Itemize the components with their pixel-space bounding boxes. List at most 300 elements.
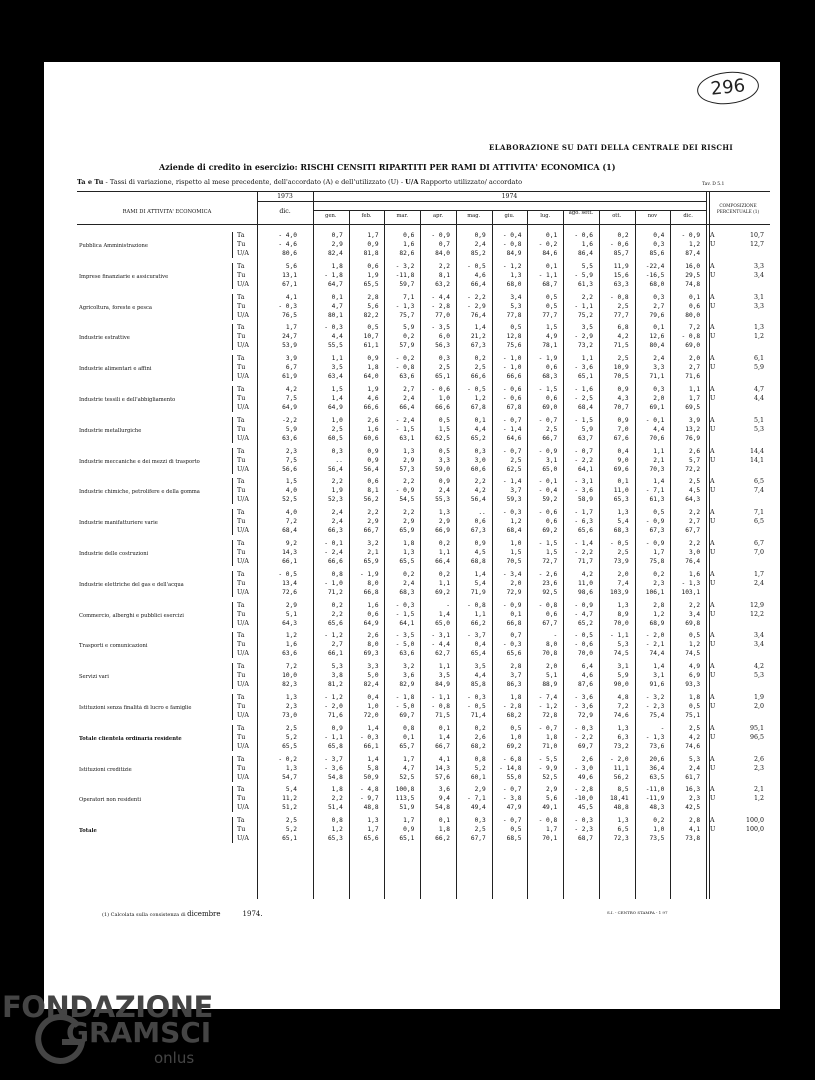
table-cell: 68,3 (613, 527, 629, 535)
table-cell: 0,1 (617, 478, 629, 486)
row-label: Tu (237, 610, 246, 618)
table-cell: 63,6 (399, 373, 415, 381)
table-cell: 4,8 (617, 694, 629, 701)
table-cell: 0,6 (403, 232, 415, 239)
table-cell: - 3,4 (502, 570, 522, 578)
table-cell: 1,3 (510, 271, 522, 279)
table-cell: 69,2 (542, 527, 558, 535)
table-cell: 0,2 (653, 570, 665, 578)
table-cell: 75,2 (578, 311, 593, 319)
table-cell: - 1,2 (324, 632, 343, 640)
table-cell: 3,7 (510, 672, 522, 680)
table-cell: - 1,2 (538, 703, 558, 710)
header-month-9: ott. (612, 213, 622, 219)
table-cell: 7,4 (617, 579, 629, 587)
table-cell: 4,0 (285, 509, 297, 517)
row-label: U/A (237, 434, 249, 442)
table-cell: 1,3 (285, 694, 297, 701)
table-cell: 65,5 (363, 280, 379, 288)
table-cell: - (446, 601, 451, 609)
table-cell: - 0,3 (359, 733, 379, 741)
table-cell: 66,6 (470, 373, 486, 381)
table-cell: - 0,1 (645, 416, 665, 424)
table-cell: 67,3 (470, 527, 486, 535)
table-cell: - 0,6 (431, 386, 451, 393)
table-cell: 12,6 (649, 333, 665, 341)
table-cell: 48,3 (649, 804, 665, 812)
logo-line-1: FONDAZIONE (2, 990, 213, 1024)
table-cell: 0,8 (331, 817, 343, 825)
table-cell: 1,8 (331, 262, 343, 270)
table-cell: 9,4 (438, 795, 451, 803)
table-cell: - 0,1 (324, 540, 343, 547)
table-cell: 4,2 (617, 333, 629, 341)
table-cell: 1,8 (546, 733, 558, 741)
table-cell: 0,2 (438, 540, 451, 547)
table-cell: 1,9 (367, 386, 379, 393)
table-cell: 67,8 (506, 404, 522, 411)
table-cell: 0,8 (331, 570, 343, 578)
sector-name: Pubblica Amministrazione (79, 243, 148, 249)
table-cell: - 1,1 (324, 733, 343, 741)
table-cell: 98,6 (578, 588, 593, 596)
table-cell: 1,6 (367, 425, 379, 433)
table-cell: 16,0 (685, 262, 701, 270)
table-cell: 0,1 (510, 610, 522, 618)
table-cell: -11,9 (645, 795, 665, 803)
table-cell: 8,5 (617, 786, 629, 794)
table-cell: 3,1 (617, 663, 629, 671)
table-cell: 4,4 (474, 672, 486, 680)
composition-label: A (710, 601, 715, 609)
table-cell: 2,0 (617, 570, 629, 578)
table-cell: 11,2 (282, 795, 297, 803)
table-cell: - 0,8 (538, 601, 558, 609)
table-cell: - 0,7 (538, 416, 558, 424)
table-cell: - 0,4 (538, 487, 558, 495)
table-cell: 74,5 (685, 650, 701, 658)
table-cell: 63,3 (613, 280, 629, 288)
table-cell: - 2,3 (574, 826, 593, 834)
header-month-10: nov (647, 213, 658, 219)
table-cell: - 4,0 (278, 232, 297, 239)
table-cell: - 6,8 (502, 755, 522, 763)
table-cell: - 3,1 (431, 632, 451, 640)
table-cell: 6,0 (438, 333, 451, 341)
table-cell: 1,4 (367, 755, 379, 763)
table-cell: - 1,2 (324, 694, 343, 701)
table-cell: - 3,5 (431, 324, 451, 332)
table-cell: 63,2 (435, 280, 451, 288)
table-cell: 4,6 (581, 672, 593, 680)
logo-line-3: onlus (154, 1049, 195, 1067)
table-cell: 5,4 (474, 579, 486, 587)
table-cell: 88,9 (542, 681, 558, 689)
table-cell: 1,2 (688, 641, 701, 649)
table-cell: 53,9 (282, 342, 297, 350)
table-cell: 3,6 (438, 786, 451, 794)
table-cell: 68,0 (506, 280, 522, 288)
composition-label: U (710, 333, 716, 341)
table-cell: 1,0 (331, 416, 343, 424)
table-cell: 62,5 (506, 465, 522, 473)
table-cell: 2,3 (285, 703, 297, 710)
table-cell: - 14,8 (499, 764, 522, 772)
table-cell: 56,3 (435, 342, 451, 350)
table-cell: - 0,9 (502, 601, 522, 609)
table-cell: 63,1 (399, 434, 415, 442)
row-label: Tu (237, 395, 246, 402)
table-cell: 2,3 (688, 795, 701, 803)
table-cell: - 1,8 (324, 271, 343, 279)
composition-value: 2,3 (753, 764, 764, 772)
table-cell: 67,8 (470, 404, 486, 411)
table-cell: 72,9 (578, 712, 593, 719)
table-cell: 5,7 (688, 456, 701, 464)
composition-label: U (710, 795, 716, 803)
table-cell: 2,7 (653, 302, 665, 310)
table-cell: 85,7 (613, 250, 629, 257)
table-cell: 4,7 (403, 764, 415, 772)
table-cell: 0,2 (474, 724, 486, 732)
table-cell: 72,0 (363, 712, 379, 719)
table-cell: 71,4 (470, 712, 486, 719)
subtitle-code: Ta e Tu (77, 178, 104, 186)
composition-value: 2,6 (753, 755, 764, 763)
table-row-group (77, 447, 770, 475)
table-cell: 47,9 (506, 804, 522, 812)
table-cell: 1,0 (438, 395, 451, 402)
composition-label: U (710, 302, 716, 310)
table-cell: - 0,1 (538, 478, 558, 486)
table-cell: - (553, 632, 558, 640)
table-cell: 0,9 (617, 416, 629, 424)
sector-name: Industrie manifatturiere varie (79, 520, 158, 527)
table-cell: 5,9 (285, 425, 297, 433)
table-cell: - 1,0 (324, 579, 343, 587)
sector-name: Industrie alimentari e affini (79, 366, 152, 373)
table-cell: 2,4 (653, 355, 665, 363)
table-cell: 6,5 (617, 826, 629, 834)
table-cell: 2,3 (653, 579, 665, 587)
table-cell: 1,9 (331, 487, 343, 495)
table-cell: 1,7 (285, 324, 297, 332)
table-cell: 77,7 (613, 311, 629, 319)
sector-name: Imprese finanziarie e assicurative (79, 273, 169, 280)
table-cell: 1,7 (653, 549, 665, 556)
header-month-6: giu. (504, 213, 515, 219)
table-cell: - 0,5 (574, 632, 593, 640)
sector-name: Trasporti e comunicazioni (79, 643, 148, 650)
table-cell: 67,7 (542, 619, 558, 627)
composition-label: A (710, 755, 715, 763)
table-cell: 3,3 (438, 456, 451, 464)
table-cell: 1,5 (546, 324, 558, 332)
table-row-group (77, 785, 770, 813)
row-label: Ta (237, 755, 245, 763)
table-cell: 62,7 (435, 650, 451, 658)
table-cell: 2,2 (331, 795, 343, 803)
row-label: U/A (237, 496, 249, 504)
composition-label: U (710, 271, 716, 279)
table-cell: 80,0 (685, 311, 701, 319)
table-cell: 59,7 (399, 280, 415, 288)
table-cell: 48,8 (613, 804, 629, 812)
table-cell: 2,7 (688, 364, 701, 372)
table-cell: 85,2 (470, 250, 486, 257)
table-cell: 4,0 (285, 487, 297, 495)
table-cell: - (660, 724, 665, 732)
table-cell: 6,9 (688, 672, 701, 680)
table-cell: 3,4 (510, 293, 522, 301)
sector-name: Industrie metallurgiche (79, 427, 142, 434)
table-cell: - 3,0 (574, 764, 593, 772)
composition-label: U (710, 579, 716, 587)
composition-label: A (710, 447, 715, 455)
composition-value: 3,4 (753, 641, 764, 649)
table-cell: 73,2 (613, 742, 629, 750)
table-cell: - 1,5 (538, 540, 558, 547)
table-cell: 65,0 (435, 619, 451, 627)
table-cell: 0,7 (438, 241, 451, 248)
table-cell: 70,5 (506, 558, 522, 565)
composition-value: 2,0 (753, 703, 764, 710)
table-cell: 3,7 (510, 487, 522, 495)
table-cell: 3,2 (403, 663, 415, 671)
table-cell: 1,1 (331, 355, 343, 363)
table-cell: 68,8 (470, 558, 486, 565)
table-cell: 75,6 (506, 342, 522, 350)
table-cell: 1,5 (438, 425, 451, 433)
table-row-group (77, 662, 770, 690)
table-cell: - 4,6 (278, 241, 297, 248)
sector-name: Totale (79, 828, 97, 835)
table-cell: 0,5 (546, 293, 558, 301)
table-cell: 66,2 (435, 835, 451, 843)
table-cell: 66,6 (435, 404, 451, 411)
row-label: U/A (237, 619, 249, 627)
table-cell: - 1,7 (574, 509, 593, 517)
table-cell: 73,9 (613, 558, 629, 565)
table-cell: 57,6 (435, 773, 451, 781)
table-cell: 87,6 (578, 681, 593, 689)
row-label: Ta (237, 447, 245, 455)
table-cell: 2,0 (510, 579, 522, 587)
table-cell: - 1,4 (574, 540, 593, 547)
row-label: Ta (237, 232, 245, 239)
table-cell: 14,3 (282, 549, 297, 556)
table-cell: - 3,6 (574, 364, 593, 372)
table-cell: 0,6 (367, 262, 379, 270)
row-label: Ta (237, 540, 245, 547)
table-cell: 1,1 (581, 355, 593, 363)
table-cell: 0,5 (688, 703, 701, 710)
table-cell: 59,2 (542, 496, 558, 504)
table-cell: 86,3 (506, 681, 522, 689)
table-cell: 1,6 (367, 601, 379, 609)
table-cell: 113,5 (395, 795, 415, 803)
table-cell: 69,7 (399, 712, 415, 719)
table-cell: 73,5 (649, 835, 665, 843)
table-cell: 66,2 (470, 619, 486, 627)
table-cell: 51,9 (399, 804, 415, 812)
table-cell: - 0,9 (681, 232, 701, 239)
table-cell: 52,5 (542, 773, 558, 781)
table-cell: 72,3 (613, 835, 629, 843)
table-cell: - 1,1 (610, 632, 629, 640)
row-label: Ta (237, 262, 245, 270)
composition-label: A (710, 324, 715, 332)
table-cell: 68,0 (649, 280, 665, 288)
table-cell: 84,0 (435, 250, 451, 257)
table-cell: 1,3 (403, 549, 415, 556)
table-cell: 3,3 (367, 663, 379, 671)
table-cell: - 7,1 (467, 795, 486, 803)
table-cell: - 2,2 (574, 549, 593, 556)
composition-label: A (710, 632, 715, 640)
table-cell: 69,7 (578, 742, 593, 750)
table-cell: 0,1 (653, 324, 665, 332)
table-cell: - 9,7 (359, 795, 379, 803)
table-cell: 54,7 (282, 773, 297, 781)
table-cell: 81,8 (363, 250, 379, 257)
page-number: 296 (695, 69, 760, 107)
table-cell: 68,2 (506, 712, 522, 719)
table-cell: 1,4 (367, 724, 379, 732)
table-cell: 0,3 (653, 241, 665, 248)
table-cell: 0,4 (367, 694, 379, 701)
table-cell: 1,4 (474, 324, 486, 332)
table-cell: 48,8 (363, 804, 379, 812)
table-cell: - 2,0 (645, 632, 665, 640)
table-cell: - 0,2 (395, 355, 415, 363)
table-cell: 2,4 (331, 509, 343, 517)
table-cell: - 3,7 (324, 755, 343, 763)
table-cell: 2,4 (403, 579, 415, 587)
table-cell: 65,2 (578, 619, 593, 627)
composition-value: 1,3 (753, 324, 764, 332)
table-cell: 0,1 (438, 817, 451, 825)
table-cell: 2,9 (403, 456, 415, 464)
table-cell: 1,0 (367, 703, 379, 710)
composition-value: 14,1 (749, 456, 764, 464)
table-cell: -16,5 (645, 271, 665, 279)
table-cell: 2,9 (438, 518, 451, 526)
table-cell: - 0,8 (467, 601, 486, 609)
table-cell: 6,7 (285, 364, 297, 372)
table-cell: 75,7 (399, 311, 415, 319)
table-cell: 2,8 (510, 663, 522, 671)
table-cell: 69,2 (435, 588, 451, 596)
table-cell: 1,5 (285, 478, 297, 486)
row-label: Tu (237, 364, 246, 372)
composition-label: A (710, 663, 715, 671)
table-cell: - 0,8 (538, 817, 558, 825)
table-cell: 103,9 (610, 588, 629, 596)
table-cell: - 3,6 (574, 487, 593, 495)
row-label: Ta (237, 632, 245, 640)
row-label: Tu (237, 703, 246, 710)
table-cell: 1,2 (331, 826, 343, 834)
table-cell: 4,2 (688, 733, 701, 741)
table-cell: 8,1 (438, 271, 451, 279)
table-cell: - 4,8 (359, 786, 379, 794)
table-cell: - 1,5 (395, 425, 415, 433)
table-cell: - 0,3 (502, 509, 522, 517)
table-cell: 2,7 (331, 641, 343, 649)
table-cell: - 3,5 (395, 632, 415, 640)
table-cell: 1,6 (688, 570, 701, 578)
table-cell: 8,0 (546, 641, 558, 649)
composition-label: U (710, 456, 716, 464)
subtitle-ua: U/A (405, 178, 419, 186)
table-cell: 13,4 (282, 579, 297, 587)
composition-value: 6,5 (753, 518, 764, 526)
row-label: Ta (237, 416, 245, 424)
table-cell: 7,2 (688, 324, 701, 332)
composition-value: 3,3 (753, 302, 764, 310)
table-cell: 5,6 (367, 302, 379, 310)
table-cell: - 0,7 (502, 817, 522, 825)
table-cell: 0,9 (331, 724, 343, 732)
composition-label: U (710, 518, 716, 526)
table-cell: 1,4 (331, 395, 343, 402)
table-cell: 11,0 (578, 579, 593, 587)
table-cell: 59,0 (435, 465, 451, 473)
table-cell: 5,4 (285, 786, 297, 794)
table-cell: 42,5 (685, 804, 701, 812)
table-cell: 16,3 (685, 786, 701, 794)
table-cell: - 1,9 (359, 570, 379, 578)
table-cell: 0,2 (403, 570, 415, 578)
composition-label: A (710, 386, 715, 393)
table-cell: 1,3 (438, 509, 451, 517)
table-cell: - 3,7 (467, 632, 486, 640)
table-cell: 80,1 (327, 311, 343, 319)
table-cell: 4,3 (617, 395, 629, 402)
composition-label: U (710, 733, 716, 741)
table-cell: - 0,9 (395, 487, 415, 495)
sector-name: Industrie elettriche del gas e dell'acqua (79, 581, 184, 588)
table-cell: 0,7 (510, 632, 522, 640)
composition-label: A (710, 724, 715, 732)
table-cell: 0,5 (438, 416, 451, 424)
table-cell: 21,2 (470, 333, 486, 341)
table-cell: 0,3 (474, 447, 486, 455)
table-cell: 5,3 (510, 302, 522, 310)
table-cell: 1,8 (688, 694, 701, 701)
table-cell: - 1,6 (574, 386, 593, 393)
table-cell: 87,4 (685, 250, 701, 257)
composition-label: A (710, 540, 715, 547)
table-cell: - 2,8 (574, 786, 593, 794)
table-cell: 55,3 (435, 496, 451, 504)
table-cell: 75,8 (649, 558, 665, 565)
table-cell: - 0,6 (610, 241, 629, 248)
table-row-group (77, 385, 770, 413)
table-cell: 3,1 (546, 456, 558, 464)
row-label: U/A (237, 712, 249, 719)
composition-label: A (710, 570, 715, 578)
table-cell: 72,6 (282, 588, 297, 596)
table-cell: - 2,2 (574, 456, 593, 464)
table-row-group (77, 601, 770, 629)
table-cell: 2,2 (581, 293, 593, 301)
row-label: Tu (237, 425, 246, 433)
table-cell: - 0,6 (574, 641, 593, 649)
table-cell: 68,7 (578, 835, 593, 843)
table-cell: - 3,2 (645, 694, 665, 701)
